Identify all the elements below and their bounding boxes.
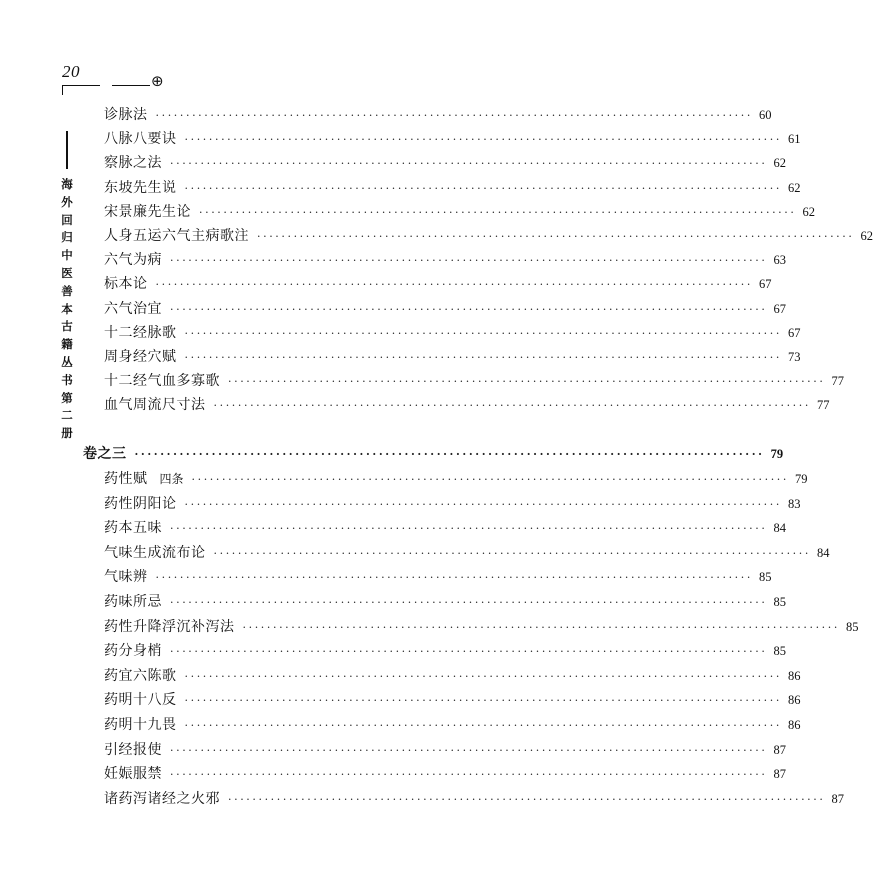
dot-leader: ·································································································· [170, 522, 768, 536]
toc-entry-row [104, 322, 801, 344]
header-tick [62, 85, 63, 95]
toc-entry-title: 诸药泻诸经之火邪 [104, 790, 220, 807]
toc-entry-row [104, 714, 801, 736]
toc-entry-title: 标本论 [104, 276, 148, 293]
toc-page-number: 83 [787, 496, 801, 511]
toc-entry-row [104, 566, 772, 588]
toc-entry-title: 气味辨 [104, 569, 148, 586]
toc-entry-note: 四条 [159, 472, 184, 486]
dot-leader: ·································································································· [170, 157, 768, 171]
series-title-char: 回 [61, 212, 73, 227]
header-rule [112, 85, 150, 86]
toc-page-number: 62 [860, 229, 873, 243]
toc-page-number: 62 [787, 180, 801, 195]
toc-entry-title: 药分身梢 [104, 643, 162, 660]
series-title-char: 古 [61, 319, 73, 334]
toc-entry-title: 宋景廉先生论 [104, 203, 191, 220]
toc-entry-row [104, 225, 873, 247]
dot-leader: ·································································································· [170, 743, 768, 757]
dot-leader: ·································································································· [170, 254, 768, 268]
toc-entry-title: 引经报使 [104, 741, 162, 758]
toc-entry-title: 气味生成流布论 [104, 544, 206, 561]
toc-entry-row [104, 493, 801, 515]
series-title-char: 本 [61, 301, 73, 316]
toc-entry-title: 药味所忌 [104, 594, 162, 610]
toc-entry-title: 妊娠服禁 [104, 766, 162, 783]
toc-entry-title: 诊脉法 [104, 107, 148, 123]
toc-page-number: 79 [770, 447, 784, 461]
toc-entry-row [104, 763, 786, 785]
dot-leader: ·································································································· [170, 645, 768, 659]
toc-entry-title: 卷之三 [83, 446, 127, 462]
toc-page-number: 67 [773, 301, 786, 316]
toc-entry-row [104, 468, 808, 490]
toc-page-number: 85 [773, 644, 786, 659]
toc-entry-row [104, 370, 844, 392]
dot-leader: ·································································································· [199, 205, 797, 219]
toc-page-number: 77 [831, 374, 844, 389]
toc-entry-title: 血气周流尺寸法 [104, 397, 206, 414]
dot-leader: ·································································································· [213, 399, 811, 413]
series-title-char: 医 [61, 265, 73, 280]
series-title-char: 善 [61, 283, 73, 298]
toc-entry-title: 十二经气血多寡歌 [104, 373, 220, 390]
series-title-char: 外 [61, 194, 73, 209]
series-title-char: 书 [61, 372, 73, 387]
toc-entry-title: 药明十八反 [104, 692, 177, 709]
dot-leader: ·································································································· [155, 571, 753, 585]
series-title-char: 二 [61, 408, 73, 423]
toc-entry-title: 药宜六陈歌 [104, 667, 177, 684]
dot-leader: ·································································································· [155, 109, 753, 122]
toc-entry-title: 六气为病 [104, 252, 162, 269]
toc-page-number: 79 [794, 472, 808, 486]
dot-leader: ·································································································· [184, 719, 782, 732]
toc-entry-row [104, 739, 786, 761]
toc-page-number: 62 [802, 204, 815, 219]
toc-entry-title: 药性升降浮沉补泻法 [104, 618, 235, 635]
toc-entry-row [104, 128, 801, 150]
toc-entry-title: 药明十九畏 [104, 717, 177, 733]
toc-entry-row [104, 788, 844, 810]
series-title-char: 丛 [61, 354, 73, 369]
dot-leader: ·································································································· [184, 669, 782, 683]
series-title-char: 中 [61, 248, 73, 263]
dot-leader: ·································································································· [184, 133, 782, 147]
dot-leader: ·································································································· [184, 351, 782, 364]
toc-page-number: 67 [787, 325, 801, 340]
toc-entry-title: 十二经脉歌 [104, 324, 177, 341]
dot-leader: ·································································································· [242, 620, 840, 634]
dot-leader: ·································································································· [170, 596, 768, 609]
toc-page-number: 77 [816, 398, 830, 413]
toc-entry-row [104, 665, 801, 687]
toc-page-number: 85 [758, 570, 772, 585]
toc-entry-title: 药性阴阳论 [104, 495, 177, 512]
series-title-char: 籍 [61, 337, 73, 352]
toc-page-number: 63 [773, 253, 786, 268]
toc-entry-title: 人身五运六气主病歌注 [104, 228, 249, 244]
dot-leader: ·································································································· [184, 694, 782, 708]
dot-leader: ·································································································· [228, 792, 826, 806]
toc-entry-row [104, 591, 786, 613]
toc-page-number: 87 [831, 791, 844, 806]
toc-page-number: 87 [773, 767, 786, 782]
toc-entry-row [104, 298, 786, 320]
toc-entry-title: 八脉八要诀 [104, 131, 177, 148]
toc-page-number: 85 [845, 619, 859, 634]
toc-page-number: 73 [787, 350, 801, 364]
toc-entry-title: 药性赋 [104, 471, 148, 487]
toc-entry-title: 周身经穴赋 [104, 349, 177, 365]
toc-page-number: 60 [758, 108, 772, 122]
dot-leader: ·································································································· [170, 302, 768, 316]
toc-entry-title: 六气治宜 [104, 300, 162, 317]
toc-entry-row [104, 152, 786, 174]
toc-page-number: 67 [758, 277, 772, 292]
dot-leader: ·································································································· [134, 448, 765, 461]
toc-page-number: 84 [816, 545, 830, 560]
dot-leader: ·································································································· [228, 375, 826, 389]
toc-entry-row [104, 640, 786, 662]
toc-entry-row [104, 346, 801, 368]
toc-entry-row [104, 201, 815, 223]
toc-page-number: 61 [787, 132, 801, 147]
toc-page-number: 87 [773, 742, 786, 757]
toc-entry-row [104, 104, 772, 126]
dot-leader: ·································································································· [155, 278, 753, 292]
dot-leader: ·································································································· [170, 768, 768, 782]
toc-entry-row [104, 542, 830, 564]
dot-leader: ·································································································· [184, 326, 782, 340]
toc-page-number: 86 [787, 668, 801, 683]
series-title-vertical [57, 176, 77, 443]
toc-page-number: 62 [773, 156, 786, 171]
side-rule [66, 131, 68, 169]
dot-leader: ·································································································· [184, 497, 782, 511]
dot-leader: ·································································································· [184, 181, 782, 195]
toc-page-number: 86 [787, 718, 801, 732]
header-rule [62, 85, 100, 86]
toc-entry-row [104, 689, 801, 711]
toc-entry-row [104, 249, 786, 271]
series-title-char: 归 [61, 230, 73, 245]
toc-entry-row [104, 394, 830, 416]
toc-entry-title: 东坡先生说 [104, 179, 177, 196]
toc-entry-row [104, 517, 786, 539]
series-title-char: 册 [61, 426, 73, 441]
dot-leader: ·································································································· [257, 230, 855, 243]
circle-cross-ornament-icon: ⊕ [151, 72, 164, 90]
toc-entry-row [104, 616, 859, 638]
toc-page-number: 86 [787, 693, 801, 708]
toc-entry-row [104, 273, 772, 295]
toc-entry-row [104, 177, 801, 199]
page-number: 20 [62, 62, 80, 81]
toc-chapter-row [83, 443, 784, 465]
toc-entry-title: 察脉之法 [104, 155, 162, 172]
toc-page-number: 84 [773, 521, 786, 536]
series-title-char: 第 [61, 390, 73, 405]
toc-entry-title: 药本五味 [104, 520, 162, 537]
dot-leader: ·································································································· [213, 546, 811, 560]
dot-leader: ·································································································· [191, 473, 789, 486]
series-title-char: 海 [61, 177, 73, 191]
toc-page-number: 85 [773, 595, 786, 609]
